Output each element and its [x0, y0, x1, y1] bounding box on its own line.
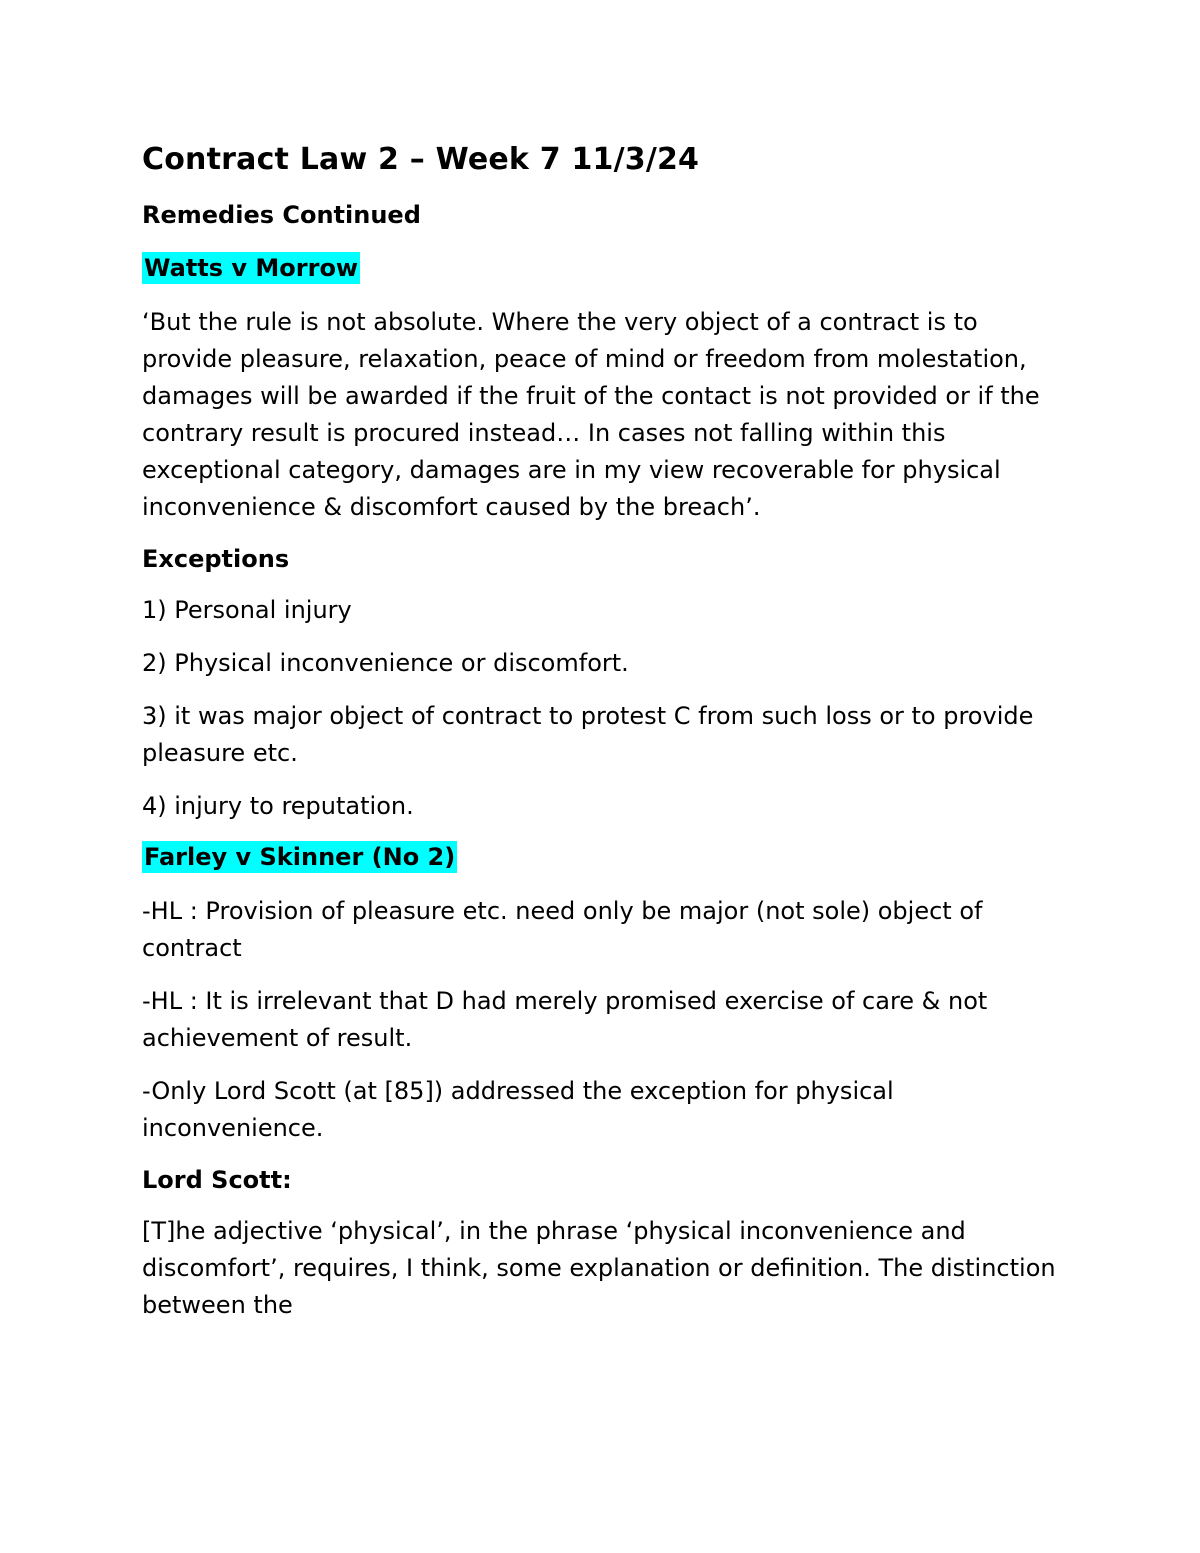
document-title: Contract Law 2 – Week 7 11/3/24 — [142, 142, 700, 177]
document-page — [142, 140, 1062, 1340]
exception-item: 2) Physical inconvenience or discomfort. — [142, 649, 629, 677]
case-name-watts: Watts v Morrow — [144, 254, 359, 282]
farley-point: -HL : Provision of pleasure etc. need only be major (not sole) object of contract — [142, 897, 983, 962]
case-heading-watts — [142, 252, 1062, 288]
exception-item: 4) injury to reputation. — [142, 792, 414, 820]
exception-item: 1) Personal injury — [142, 596, 352, 624]
farley-point: -Only Lord Scott (at [85]) addressed the exception for physical inconvenience. — [142, 1077, 894, 1142]
subtitle-remedies: Remedies Continued — [142, 201, 421, 229]
farley-point: -HL : It is irrelevant that D had merely promised exercise of care & not achievement of result. — [142, 987, 988, 1052]
lord-scott-heading: Lord Scott: — [142, 1166, 292, 1194]
lord-scott-text: [T]he adjective ‘physical’, in the phrase ‘physical inconvenience and discomfort’, requires, I think, some explanation or definition. The distinction between the — [142, 1217, 1056, 1319]
exceptions-heading: Exceptions — [142, 545, 290, 573]
watts-quote: ‘But the rule is not absolute. Where the very object of a contract is to provide pleasure, relaxation, peace of mind or freedom from molestation, damages will be awarded if the fruit of the contact is not provided or if the contrary result is procured instead… In cases not falling within this exceptional category, damages are in my view recoverable for physical inconvenience & discomfort caused by the breach’. — [142, 308, 1040, 521]
case-heading-farley — [142, 841, 1062, 877]
case-name-farley: Farley v Skinner (No 2) — [144, 843, 456, 871]
exception-item: 3) it was major object of contract to protest C from such loss or to provide pleasure etc. — [142, 702, 1034, 767]
